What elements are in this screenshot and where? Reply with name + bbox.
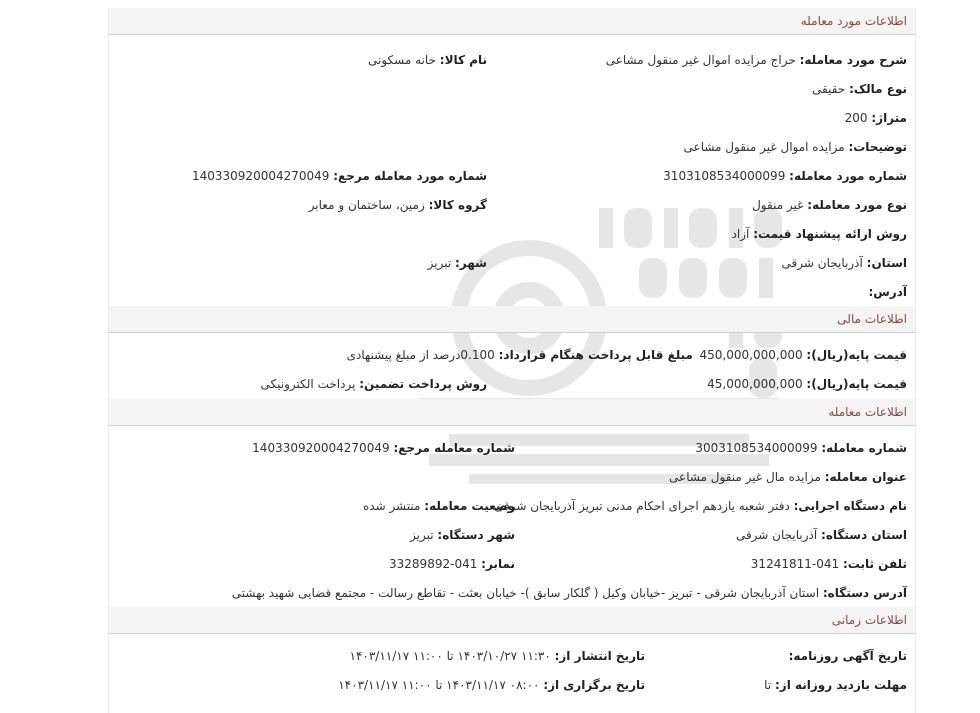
transaction-ref-row (252, 441, 515, 459)
deal-type-row (752, 198, 907, 216)
deposit-label: قیمت پایه(ریال): (806, 377, 907, 391)
details-panel (108, 8, 916, 713)
org-name-value: دفتر شعبه یازدهم اجرای احکام مدنی تبریز آذربایجان شرقی (493, 499, 790, 513)
province-value: آذربایجان شرقی (781, 256, 863, 270)
ref-number-label: شماره مورد معامله مرجع: (333, 169, 487, 183)
hold-date-row (338, 678, 645, 696)
item-name-value: خانه مسکونی (368, 53, 436, 67)
area-label: متراژ: (871, 111, 907, 125)
org-city-row (410, 528, 515, 546)
section-financial-title: اطلاعات مالی (837, 312, 907, 326)
org-name-row (494, 499, 907, 517)
transaction-status-label: وضعیت معامله: (424, 499, 515, 513)
publish-date-row (350, 649, 645, 667)
notes-label: توضیحات: (848, 140, 907, 154)
section-timing-header (109, 607, 915, 634)
item-group-label: گروه کالا: (428, 198, 487, 212)
offer-method-label: روش ارائه پیشنهاد قیمت: (753, 227, 907, 241)
deal-number-row (663, 169, 907, 187)
offer-method-row (732, 227, 907, 245)
org-province-label: استان دستگاه: (821, 528, 907, 542)
publish-date-label: تاریخ انتشار از: (554, 649, 645, 663)
deal-description-value: حراج مزایده اموال غیر منقول مشاعی (605, 53, 796, 67)
org-province-row (736, 528, 907, 546)
transaction-number-row (695, 441, 907, 459)
fax-row (389, 557, 515, 575)
transaction-ref-value: 140330920004270049 (252, 441, 390, 455)
transaction-title-label: عنوان معامله: (824, 470, 907, 484)
deal-description-row (606, 53, 907, 71)
deal-type-label: نوع مورد معامله: (807, 198, 907, 212)
transaction-title-row (669, 470, 907, 488)
deal-type-value: غیر منقول (752, 198, 804, 212)
province-row (782, 256, 907, 274)
guarantee-label: روش پرداخت تضمین: (359, 377, 487, 391)
owner-type-value: حقیقی (812, 82, 846, 96)
item-group-value: زمین، ساختمان و معابر (308, 198, 425, 212)
payable-row (347, 348, 693, 366)
org-address-value: استان آذربایجان شرقی - تبریز -خیابان وکیل ( گلکار سابق )- خیابان بعثت - تقاطع رسالت - مجتمع قضایی شهید بهشتی (231, 586, 820, 600)
guarantee-row (261, 377, 487, 395)
phone-row (751, 557, 907, 575)
deal-description-label: شرح مورد معامله: (799, 53, 907, 67)
item-name-label: نام کالا: (439, 53, 487, 67)
hold-date-label: تاریخ برگزاری از: (543, 678, 645, 692)
newspaper-date-label: تاریخ آگهی روزنامه: (788, 649, 907, 663)
publish-date-value: ۱۱:۳۰ ۱۴۰۳/۱۰/۲۷ تا ۱۱:۰۰ ۱۴۰۳/۱۱/۱۷ (349, 649, 551, 663)
city-label: شهر: (455, 256, 487, 270)
fax-label: نمابر: (481, 557, 515, 571)
visit-deadline-value: تا (764, 678, 772, 692)
visit-deadline-row (764, 678, 907, 696)
phone-value: 041-31241811 (750, 557, 840, 571)
transaction-number-value: 3003108534000099 (695, 441, 818, 455)
ref-number-value: 140330920004270049 (191, 169, 330, 183)
deposit-value: 45,000,000,000 (707, 377, 803, 391)
deal-number-value: 3103108534000099 (663, 169, 786, 183)
fax-value: 041-33289892 (389, 557, 478, 571)
notes-value: مزایده اموال غیر منقول مشاعی (683, 140, 845, 154)
payable-label: مبلغ قابل پرداخت هنگام قرارداد: (498, 348, 693, 362)
section-transaction-title: اطلاعات معامله (828, 405, 907, 419)
guarantee-value: پرداخت الکترونیکی (260, 377, 356, 391)
province-label: استان: (866, 256, 907, 270)
org-city-value: تبریز (410, 528, 434, 542)
transaction-title-value: مزایده مال غیر منقول مشاعی (669, 470, 821, 484)
base-price-label: قیمت پایه(ریال): (806, 348, 907, 362)
notes-row (684, 140, 907, 158)
phone-label: تلفن ثابت: (842, 557, 907, 571)
org-name-label: نام دستگاه اجرایی: (793, 499, 907, 513)
hold-date-value: ۰۸:۰۰ ۱۴۰۳/۱۱/۱۷ تا ۱۱:۰۰ ۱۴۰۳/۱۱/۱۷ (338, 678, 540, 692)
item-group-row (309, 198, 487, 216)
newspaper-date-row (789, 649, 907, 667)
owner-type-row (812, 82, 907, 100)
item-name-row (368, 53, 487, 71)
owner-type-label: نوع مالک: (849, 82, 907, 96)
ref-number-row (192, 169, 487, 187)
visit-deadline-label: مهلت بازدید روزانه از: (775, 678, 907, 692)
city-row (428, 256, 487, 274)
section-transaction-header (109, 399, 915, 426)
org-city-label: شهر دستگاه: (437, 528, 515, 542)
payable-value: 0.100درصد از مبلغ پیشنهادی (346, 348, 495, 362)
transaction-status-row (363, 499, 515, 517)
offer-method-value: آزاد (731, 227, 750, 241)
transaction-status-value: منتشر شده (362, 499, 421, 513)
transaction-number-label: شماره معامله: (821, 441, 907, 455)
address-row (868, 285, 907, 303)
org-address-row (232, 586, 907, 604)
city-value: تبریز (427, 256, 452, 270)
section-deal-header (109, 8, 915, 35)
area-value: 200 (844, 111, 868, 125)
area-row (845, 111, 907, 129)
base-price-row (700, 348, 907, 366)
base-price-value: 450,000,000,000 (699, 348, 803, 362)
transaction-ref-label: شماره معامله مرجع: (393, 441, 515, 455)
section-deal-title: اطلاعات مورد معامله (800, 14, 907, 28)
org-province-value: آذربایجان شرقی (735, 528, 818, 542)
deposit-row (707, 377, 907, 395)
org-address-label: آدرس دستگاه: (822, 586, 907, 600)
address-label: آدرس: (868, 285, 907, 299)
deal-number-label: شماره مورد معامله: (789, 169, 907, 183)
section-timing-title: اطلاعات زمانی (831, 613, 907, 627)
section-financial-header (109, 306, 915, 333)
